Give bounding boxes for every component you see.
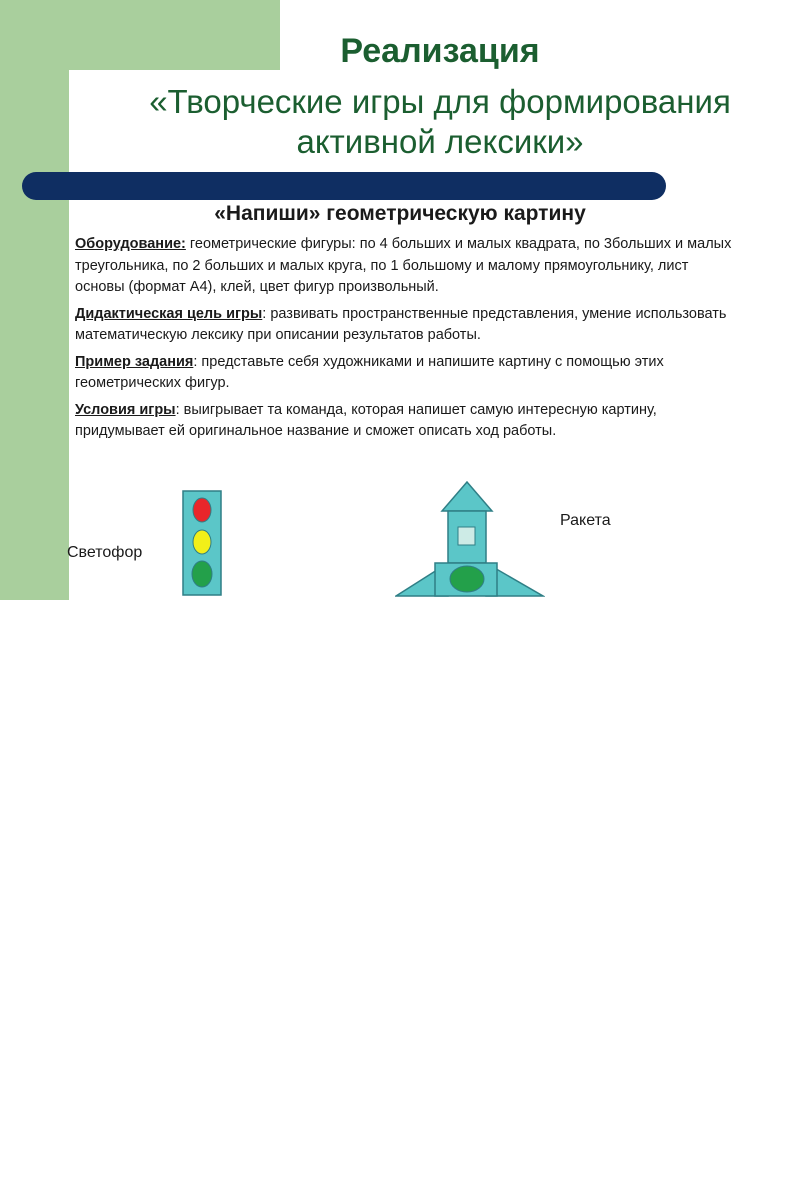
- section-task-example: [75, 352, 735, 395]
- section-text: геометрические фигуры: по 4 больших и малых квадрата, по 3больших и малых треугольника, по 2 больших и малых круга, по 1 большому и малому прямоугольнику, лист основы (формат А4), клей, цвет фигур произвольный.: [75, 236, 732, 295]
- game-title: «Напиши» геометрическую картину: [214, 202, 586, 225]
- section-text: : развивать пространственные представления, умение использовать математическую лексику при описании результатов работы.: [75, 305, 727, 343]
- traffic-light-caption: Светофор: [67, 544, 143, 561]
- section-label: Условия игры: [75, 401, 176, 418]
- rocket-figure: [395, 481, 545, 598]
- rocket-circle: [450, 566, 484, 592]
- section-label: Пример задания: [75, 353, 194, 370]
- section-didactic-goal: [75, 304, 735, 347]
- rocket-caption: Ракета: [560, 512, 611, 529]
- divider-bar: [22, 172, 666, 200]
- traffic-light-figure: [182, 490, 222, 596]
- section-label: Дидактическая цель игры: [75, 305, 263, 322]
- slide-title: Реализация: [340, 32, 540, 70]
- subtitle-line-2: активной лексики»: [296, 123, 584, 160]
- rocket-nose: [442, 482, 492, 511]
- red-light: [193, 498, 211, 522]
- section-text: : выигрывает та команда, которая напишет самую интересную картину, придумывает ей оригинальное название и сможет описать ход работы.: [75, 401, 657, 439]
- section-equipment: [75, 234, 735, 299]
- section-game-conditions: [75, 400, 735, 443]
- green-light: [192, 561, 212, 587]
- section-label: Оборудование:: [75, 236, 186, 252]
- green-side-band: [0, 0, 69, 600]
- game-description: [75, 234, 735, 448]
- subtitle-line-1: «Творческие игры для формирования: [149, 83, 731, 120]
- slide-subtitle: [80, 82, 800, 162]
- yellow-light: [193, 530, 211, 554]
- section-text: : представьте себя художниками и напишите картину с помощью этих геометрических фигур.: [75, 353, 664, 391]
- rocket-window: [458, 527, 475, 545]
